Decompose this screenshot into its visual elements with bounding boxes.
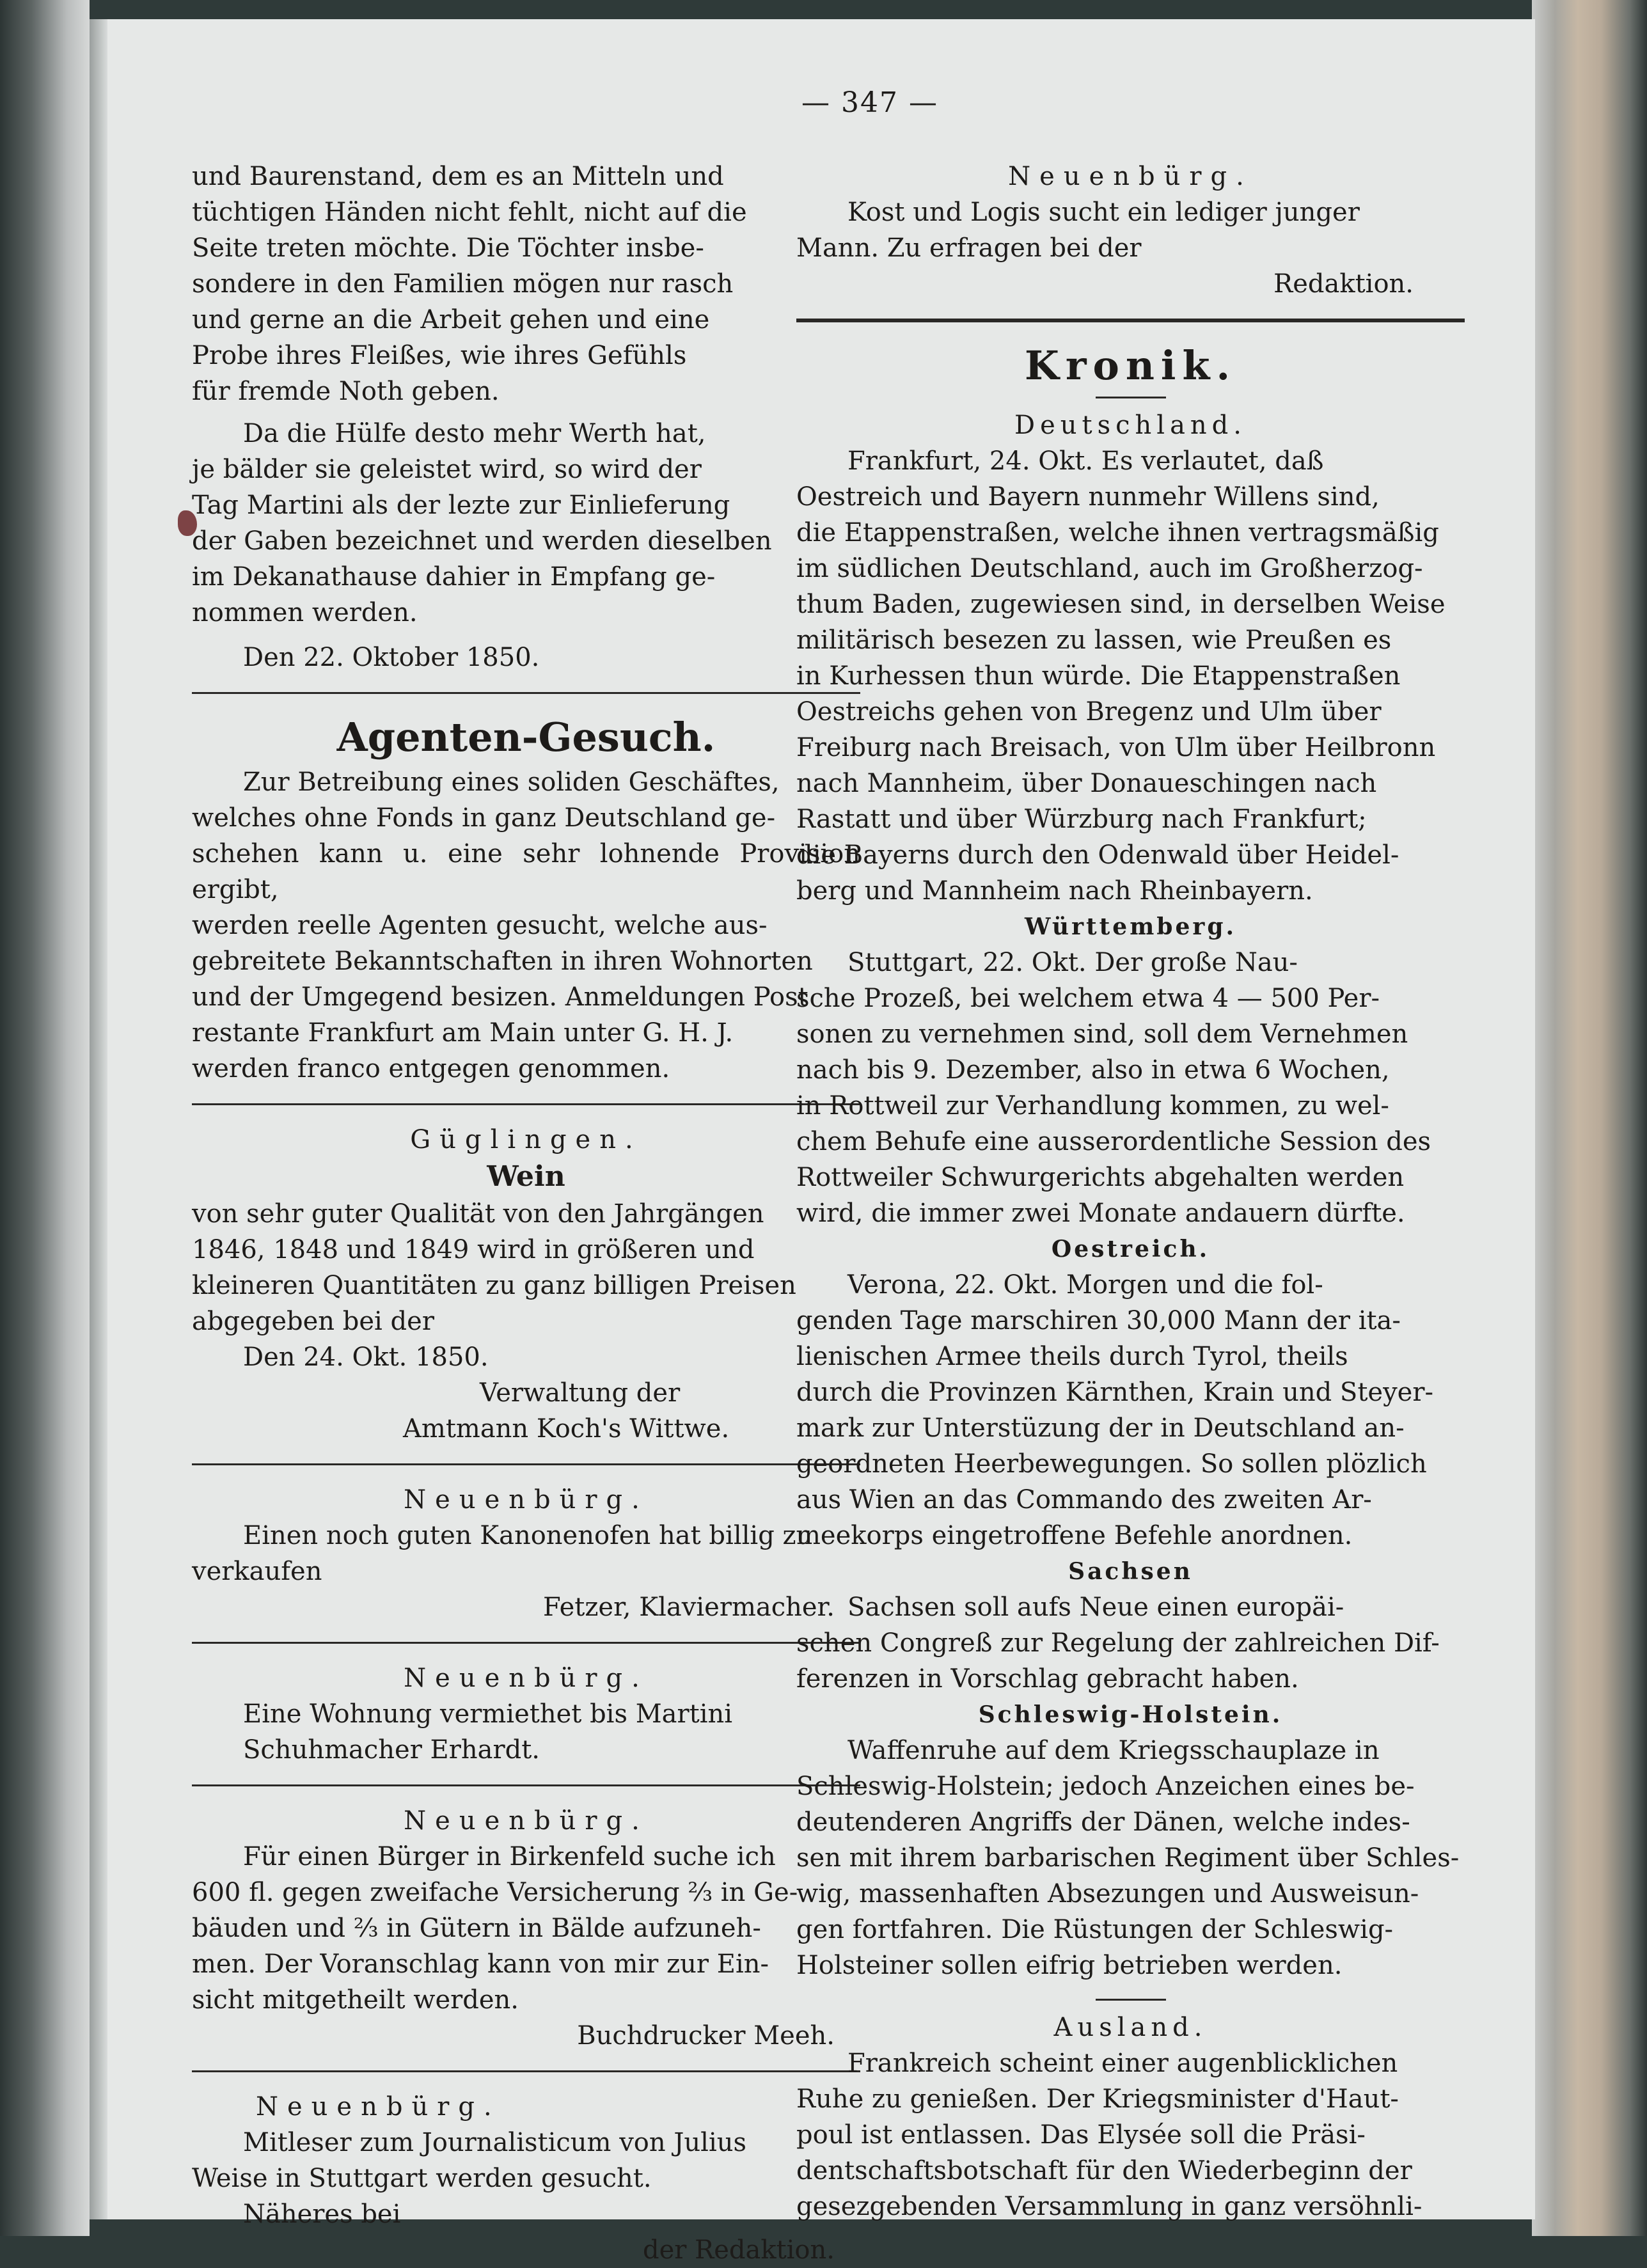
text-line: Seite treten möchte. Die Töchter insbe- [192,233,704,263]
text-line: Probe ihres Fleißes, wie ihres Gefühls [192,341,687,370]
section-divider [192,1463,860,1465]
text-line: 1846, 1848 und 1849 wird in größeren und [192,1235,755,1264]
section-divider [192,1784,860,1786]
text-line: restante Frankfurt am Main unter G. H. J. [192,1018,734,1048]
text-line: Verona, 22. Okt. Morgen und die fol- [847,1270,1323,1300]
text-line: der Gaben bezeichnet und werden dieselben [192,526,772,556]
text-line: men. Der Voranschlag kann von mir zur Ein- [192,1949,769,1979]
text-line: Oestreichs gehen von Bregenz und Ulm über [796,697,1382,727]
schleswig-body [796,1733,1465,1983]
text-line: wig, massenhaften Absezungen und Ausweisun- [796,1879,1419,1909]
oestreich-body [796,1267,1465,1554]
text-line: Freiburg nach Breisach, von Ulm über Heilbronn [796,733,1436,762]
text-line: mark zur Unterstüzung der in Deutschland an- [796,1414,1405,1443]
text-line: verkaufen [192,1557,322,1586]
wein-place: Güglingen. [410,1125,642,1154]
text-line: im Dekanathause dahier in Empfang ge- [192,562,716,592]
text-line: Rastatt und über Würzburg nach Frankfurt; [796,805,1367,834]
text-line: gesezgebenden Versammlung in ganz versöhnli- [796,2192,1422,2221]
page-gutter [90,19,107,2219]
agenten-title: Agenten-Gesuch. [336,714,716,760]
sachsen-heading: Sachsen [1068,1558,1193,1585]
text-line: Weise in Stuttgart werden gesucht. [192,2164,652,2193]
text-line: dentschaftsbotschaft für den Wiederbeginn der [796,2156,1412,2185]
text-line: Mann. Zu erfragen bei der [796,233,1142,263]
text-line: tüchtigen Händen nicht fehlt, nicht auf die [192,198,747,227]
buerger-place: Neuenbürg. [404,1806,649,1836]
text-line: Frankreich scheint einer augenblicklichen [847,2049,1398,2078]
text-line: Oestreich und Bayern nunmehr Willens sind, [796,482,1380,512]
mitleser-body [192,2125,860,2268]
text-line: bäuden und ⅔ in Gütern in Bälde aufzuneh- [192,1914,761,1943]
text-line: schehen kann u. eine sehr lohnende Provision ergibt, [192,839,860,904]
text-line: gebreitete Bekanntschaften in ihren Wohnorten [192,947,813,976]
buerger-signature: Buchdrucker Meeh. [577,2021,835,2051]
text-line: sondere in den Familien mögen nur rasch [192,269,734,299]
text-line: kleineren Quantitäten zu ganz billigen Preisen [192,1271,796,1300]
date-line: Den 22. Oktober 1850. [243,643,540,672]
title-underline [1096,397,1166,398]
text-line: und der Umgegend besizen. Anmeldungen Post [192,982,808,1012]
wohnung-place: Neuenbürg. [404,1664,649,1693]
text-line: geordneten Heerbewegungen. So sollen plözlich [796,1449,1427,1479]
wein-signature-1: Verwaltung der [480,1378,681,1408]
wein-title: Wein [487,1160,565,1193]
ofen-signature: Fetzer, Klaviermacher. [543,1593,835,1622]
text-line: nach bis 9. Dezember, also in etwa 6 Wochen, [796,1055,1390,1085]
book-left-edge [0,0,90,2236]
right-column [796,159,1465,2225]
text-line: Ruhe zu genießen. Der Kriegsminister d'Haut- [796,2084,1399,2114]
text-line: sen mit ihrem barbarischen Regiment über Schles- [796,1843,1460,1873]
text-line: Einen noch guten Kanonenofen hat billig zu [243,1521,813,1550]
text-line: Mitleser zum Journalisticum von Julius [243,2128,747,2157]
left-column [192,159,860,2268]
text-line: Eine Wohnung vermiethet bis Martini [243,1699,733,1729]
text-line: Schuhmacher Erhardt. [243,1735,540,1765]
text-line: in Rottweil zur Verhandlung kommen, zu wel- [796,1091,1389,1121]
text-line: je bälder sie geleistet wird, so wird der [192,455,702,484]
text-line: nommen werden. [192,598,418,627]
text-line: die Bayerns durch den Odenwald über Heidel- [796,840,1399,870]
text-line: werden reelle Agenten gesucht, welche aus- [192,911,768,940]
section-short-rule [1096,1999,1166,2001]
text-line: ferenzen in Vorschlag gebracht haben. [796,1664,1299,1694]
agenten-body [192,764,860,1087]
wein-body [192,1196,860,1447]
section-divider [192,1642,860,1644]
wuerttemberg-heading: Württemberg. [1024,913,1237,940]
text-line: für fremde Noth geben. [192,377,500,406]
buerger-body [192,1839,860,2054]
wohnung-body [192,1696,860,1768]
text-line: Näheres bei [243,2200,401,2229]
kost-place: Neuenbürg. [1008,162,1253,191]
text-line: militärisch besezen zu lassen, wie Preußen es [796,626,1392,655]
text-line: deutenderen Angriffs der Dänen, welche indes- [796,1807,1410,1837]
wuerttemberg-body [796,945,1465,1231]
text-line: welches ohne Fonds in ganz Deutschland ge- [192,803,776,833]
kost-body [796,194,1465,302]
text-line: meekorps eingetroffene Befehle anordnen. [796,1521,1353,1550]
mitleser-place: Neuenbürg. [256,2092,501,2122]
text-line: berg und Mannheim nach Rheinbayern. [796,876,1313,906]
text-line: Für einen Bürger in Birkenfeld suche ich [243,1842,776,1871]
text-line: poul ist entlassen. Das Elysée soll die Präsi- [796,2120,1366,2150]
text-line: Zur Betreibung eines soliden Geschäftes, [243,768,780,797]
text-line: thum Baden, zugewiesen sind, in derselben Weise [796,590,1446,619]
text-line: Holsteiner sollen eifrig betrieben werden. [796,1951,1343,1980]
section-divider [192,692,860,694]
ofen-body [192,1518,860,1625]
intro-paragraph [192,159,860,409]
text-line: werden franco entgegen genommen. [192,1054,670,1083]
text-line: Schleswig-Holstein; jedoch Anzeichen eines be- [796,1772,1415,1801]
deutschland-body [796,443,1465,909]
text-line: Frankfurt, 24. Okt. Es verlautet, daß [847,446,1324,476]
text-line: von sehr guter Qualität von den Jahrgängen [192,1199,764,1229]
text-line: 600 fl. gegen zweifache Versicherung ⅔ in Ge- [192,1878,798,1907]
ofen-place: Neuenbürg. [404,1485,649,1515]
text-line: aus Wien an das Commando des zweiten Ar- [796,1485,1372,1515]
text-line: und gerne an die Arbeit gehen und eine [192,305,710,335]
section-divider [192,2070,860,2072]
ausland-body [796,2045,1465,2225]
text-line: sche Prozeß, bei welchem etwa 4 — 500 Per- [796,984,1380,1013]
text-line: sicht mitgetheilt werden. [192,1985,519,2015]
donation-paragraph [192,416,860,631]
ausland-heading: Ausland. [1053,2013,1208,2042]
text-line: sonen zu vernehmen sind, soll dem Vernehmen [796,1020,1408,1049]
text-line: gen fortfahren. Die Rüstungen der Schleswig- [796,1915,1394,1944]
text-line: im südlichen Deutschland, auch im Großherzog- [796,554,1423,583]
newspaper-page [90,19,1535,2265]
text-line: lienischen Armee theils durch Tyrol, theils [796,1342,1348,1371]
text-line: Waffenruhe auf dem Kriegsschauplaze in [847,1736,1380,1765]
deutschland-heading: Deutschland. [1014,411,1247,440]
text-line: Sachsen soll aufs Neue einen europäi- [847,1593,1344,1622]
text-line: schen Congreß zur Regelung der zahlreichen Dif- [796,1628,1440,1658]
text-line: wird, die immer zwei Monate andauern dürfte. [796,1199,1405,1228]
section-divider [192,1103,860,1105]
wein-date: Den 24. Okt. 1850. [243,1343,489,1372]
text-line: durch die Provinzen Kärnthen, Krain und Steyer- [796,1378,1433,1407]
text-line: nach Mannheim, über Donaueschingen nach [796,769,1377,798]
book-page-stack [1532,0,1647,2236]
oestreich-heading: Oestreich. [1051,1236,1210,1263]
text-line: Stuttgart, 22. Okt. Der große Nau- [847,948,1298,977]
text-line: abgegeben bei der [192,1307,434,1336]
schleswig-heading: Schleswig-Holstein. [978,1701,1283,1728]
wein-signature-2: Amtmann Koch's Wittwe. [403,1414,730,1444]
sachsen-body [796,1589,1465,1697]
text-line: in Kurhessen thun würde. Die Etappenstraßen [796,661,1401,691]
section-divider-thick [796,319,1465,322]
text-line: Rottweiler Schwurgerichts abgehalten werden [796,1163,1405,1192]
kronik-title: Kronik. [1024,342,1237,389]
mitleser-signature: der Redaktion. [642,2235,835,2265]
page-number: — 347 — [801,86,938,119]
text-line: die Etappenstraßen, welche ihnen vertragsmäßig [796,518,1439,547]
text-line: Kost und Logis sucht ein lediger junger [847,198,1360,227]
text-line: chem Behufe eine ausserordentliche Session des [796,1127,1431,1156]
kost-signature: Redaktion. [1273,269,1414,299]
text-line: und Baurenstand, dem es an Mitteln und [192,162,724,191]
text-line: Tag Martini als der lezte zur Einlieferung [192,491,730,520]
text-line: Da die Hülfe desto mehr Werth hat, [243,419,706,448]
text-line: genden Tage marschiren 30,000 Mann der ita- [796,1306,1401,1335]
